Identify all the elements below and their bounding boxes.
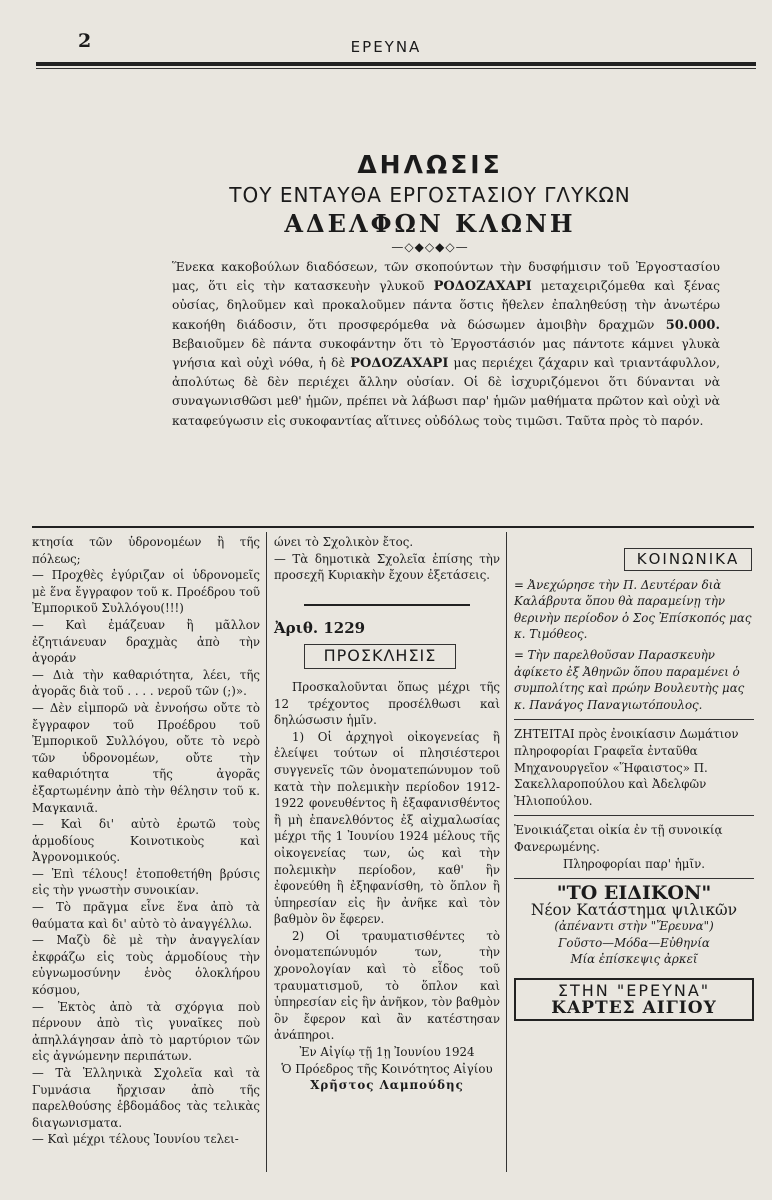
cards-ad-line-1: ΣΤΗΝ "ΕΡΕΥΝΑ" bbox=[557, 981, 711, 1001]
cards-ad-line-2: ΚΑΡΤΕΣ ΑΙΓΙΟΥ bbox=[551, 997, 717, 1018]
school-note-2: — Τὰ δημοτικὰ Σχολεῖα ἐπίσης τὴν προσεχῆ Κυριακὴν ἔχουν ἐξετάσεις. bbox=[274, 551, 500, 583]
page-number: 2 bbox=[78, 30, 92, 52]
ad-body-text-4: μας περιέχει ζάχαριν καὶ τριαντάφυλλον, ἀπολύτως δὲ δὲν περιέχει ἄλλην οὐσίαν. Οἱ δὲ ἰσχυριζόμενοι ὅτι δύνανται νὰ συναγωνισθῶσι μεθ' ἡμῶν, πρέπει νὰ λάβωσι παρ' ἡμῶν μαθήματα πρῶτον καὶ οὐχὶ νὰ καταφεύγωσιν εἰς συκοφαντίας αἵτινες οὐδόλως τοὺς τιμῶσι. Ταῦτα πρὸς τὸ παρόν. bbox=[172, 356, 720, 428]
shop-ad-location: (ἀπέναντι στὴν "Ἔρευνα") bbox=[554, 919, 714, 934]
column-middle bbox=[274, 534, 500, 1094]
invitation-item-2: 2) Οἱ τραυματισθέντες τὸ ὀνοματεπώνυμόν των, τὴν χρονολογίαν καὶ τὸ εἶδος τοῦ τραυματισμοῦ, τὸ ὅπλον καὶ ὑπηρεσίαν εἰς ἣν ἀνῆκον, τὸν βαθμὸν ὃν ἔφερον καὶ ἂν κατέστησαν ἀνάπηροι. bbox=[274, 928, 500, 1043]
social-news-1: = Ἀνεχώρησε τὴν Π. Δευτέραν διὰ Καλάβρυτα ὅπου θὰ παραμείνῃ τὴν θερινὴν περίοδον ὁ Σος Ἐπίσκοπός μας κ. Τιμόθεος. bbox=[514, 577, 752, 642]
col1-paragraph: — Ἐκτὸς ἀπὸ τὰ σχόργια ποὺ πέρνουν ἀπὸ τὶς γυναῖκες ποὺ ἀπηλλάγησαν ἀπὸ τὸ μαρτύριον τῶν εἰς ἀγνώμενην περιπάτων. bbox=[32, 999, 260, 1064]
social-news-2: = Τὴν παρελθοῦσαν Παρασκευὴν ἀφίκετο ἐξ Ἀθηνῶν ὅπου παραμένει ὁ συμπολίτης καὶ πρώην Βουλευτὴς μας κ. Πανάγος Παναγιωτόπουλος. bbox=[514, 647, 745, 712]
rent-ad-info: Πληροφορίαι παρ' ἡμῖν. bbox=[562, 856, 706, 871]
ad-subtitle: ΤΟΥ ΕΝΤΑΥΘΑ ΕΡΓΟΣΤΑΣΙΟΥ ΓΛΥΚΩΝ bbox=[229, 183, 631, 207]
header-rule-thin bbox=[36, 68, 756, 69]
ad-body-text-3: Βεβαιοῦμεν δὲ πάντα συκοφάντην ὅτι τὸ Ἐργοστάσιόν μας πάντοτε κάμνει γλυκὰ γνήσια καὶ οὐχὶ νόθα, ἡ δὲ bbox=[172, 336, 720, 371]
col1-paragraph: — Δὲν εἰμπορῶ νὰ ἐννοήσω οὔτε τὸ ἔγγραφον τοῦ Προέδρου τοῦ Ἐμπορικοῦ Συλλόγου, οὔτε τὸ νερὸ τῶν ὑδρονομέων, οὔτε τὴν καθαριότητα τῆς ἀγορᾶς ἐξαρτωμένην ἀπὸ τὴν θέλησιν τοῦ κ. Μαγκανιᾶ. bbox=[32, 700, 260, 815]
col1-paragraph: — Τὸ πρᾶγμα εἶνε ἕνα ἀπὸ τὰ θαύματα καὶ δι' αὐτὸ τὸ ἀναγγέλλω. bbox=[32, 900, 260, 931]
social-section-title: ΚΟΙΝΩΝΙΚΑ bbox=[624, 548, 752, 571]
school-note: ώνει τὸ Σχολικὸν ἔτος. bbox=[274, 535, 414, 549]
col1-paragraph: — Ἐπὶ τέλους! ἐτοποθετήθη βρύσις εἰς τὴν γνωστὴν συνοικίαν. bbox=[32, 866, 260, 898]
col1-paragraph: — Προχθὲς ἐγύριζαν οἱ ὑδρονομεῖς μὲ ἕνα ἔγγραφον τοῦ κ. Προέδρου τοῦ Ἐμπορικοῦ Συλλόγου(!!!) bbox=[32, 568, 260, 616]
ad-body-text-2: μεταχειριζόμεθα καὶ ξένας οὐσίας, δηλοῦμεν καὶ προκαλοῦμεν πάντα ὅστις ἤθελεν ἐπαληθεύσῃ τὴν ἀνωτέρω κακοήθη διάδοσιν, ὅτι προσφερόμεθα νὰ δώσωμεν ἀμοιβὴν δραχμῶν bbox=[172, 279, 720, 332]
wanted-ad: ΖΗΤΕΙΤΑΙ πρὸς ἐνοικίασιν Δωμάτιον πληροφορίαι Γραφεῖα ἐνταῦθα Μηχανουργεῖον «Ἥφαιστος» Π. Σακελλαροπούλου καὶ Ἀδελφῶν Ἠλιοπούλου. bbox=[514, 727, 739, 808]
mid-rule bbox=[304, 604, 470, 606]
col1-paragraph: — Καὶ ἐμάζευαν ἢ μᾶλλον ἐζητιάνευαν δραχμὰς ἀπὸ τὴν ἀγοράν bbox=[32, 617, 260, 666]
shop-ad-call: Μία ἐπίσκεψις ἀρκεῖ bbox=[570, 952, 698, 967]
invitation-date: Ἐν Αἰγίῳ τῇ 1ῃ Ἰουνίου 1924 bbox=[299, 1045, 475, 1060]
col1-paragraph: — Καὶ δι' αὐτὸ ἐρωτῶ τοὺς ἁρμοδίους Κοινοτικοὺς καὶ Ἀγρονομικούς. bbox=[32, 817, 260, 865]
column-divider-2 bbox=[506, 532, 507, 1172]
col1-paragraph: — Μαζὺ δὲ μὲ τὴν ἀναγγελίαν ἐκφράζω εἰς τοὺς ἁρμοδίους τὴν εὐγνωμοσύνην ἑνὸς ὁλοκλήρου κόσμου, bbox=[32, 933, 260, 998]
ad-body bbox=[172, 258, 720, 431]
ad-company: ΑΔΕΛΦΩΝ ΚΛΩΝΗ bbox=[284, 209, 576, 238]
ad-amount: 50.000. bbox=[665, 317, 720, 333]
ad-title: ΔΗΛΩΣΙΣ bbox=[357, 150, 503, 179]
col1-paragraph: — Διὰ τὴν καθαριότητα, λέει, τῆς ἀγορᾶς διὰ τοῦ . . . . νεροῦ τῶν (;)». bbox=[32, 667, 260, 699]
rent-ad: Ἐνοικιάζεται οἰκία ἐν τῇ συνοικίᾳ Φανερωμένης. bbox=[514, 823, 723, 854]
col1-paragraph: — Τὰ Ἑλληνικὰ Σχολεῖα καὶ τὰ Γυμνάσια ἤρχισαν ἀπὸ τῆς παρελθούσης ἑβδομάδος τὰς τελικὰς διαγωνισματα. bbox=[32, 1066, 260, 1130]
ad-body-text-1: Ἕνεκα κακοβούλων διαδόσεων, τῶν σκοπούντων τὴν δυσφήμισιν τοῦ Ἐργοστασίου μας, ὅτι εἰς τὴν κατασκευὴν γλυκοῦ bbox=[172, 260, 720, 294]
declaration-ad bbox=[150, 150, 720, 431]
cards-ad-box bbox=[514, 978, 754, 1021]
invitation-signer: Ὁ Πρόεδρος τῆς Κοινότητος Αἰγίου bbox=[281, 1061, 493, 1076]
separator bbox=[514, 878, 754, 879]
invitation-signer-name: Χρῆστος Λαμπούδης bbox=[310, 1078, 464, 1093]
masthead: ΕΡΕΥΝΑ bbox=[350, 38, 422, 56]
header-rule bbox=[36, 62, 756, 66]
shop-ad-title: "ΤΟ ΕΙΔΙΚΟΝ" bbox=[556, 882, 712, 905]
article-number: Ἀριθ. 1229 bbox=[274, 618, 366, 637]
ad-brand-2: ΡΟΔΟΖΑΧΑΡΙ bbox=[350, 356, 449, 372]
shop-ad-subtitle: Νέον Κατάστημα ψιλικῶν bbox=[530, 900, 738, 919]
section-rule bbox=[32, 526, 754, 528]
column-divider-1 bbox=[266, 532, 267, 1172]
separator bbox=[514, 719, 754, 720]
col1-paragraph: κτησία τῶν ὑδρονομέων ἢ τῆς πόλεως; bbox=[32, 535, 260, 566]
shop-ad-tagline: Γοῦστο—Μόδα—Εὐθηνία bbox=[558, 935, 710, 950]
ornament-divider: —◇◆◇◆◇— bbox=[391, 240, 469, 254]
column-right bbox=[514, 534, 754, 1021]
invitation-title: ΠΡΟΣΚΛΗΣΙΣ bbox=[304, 644, 456, 669]
column-left bbox=[32, 534, 260, 1148]
ad-brand-1: ΡΟΔΟΖΑΧΑΡΙ bbox=[433, 279, 532, 295]
invitation-item-1: 1) Οἱ ἀρχηγοὶ οἰκογενείας ἢ ἐλείψει τούτων οἱ πλησιέστεροι συγγενεῖς τῶν ὀνοματεπώνυμον τοῦ κατὰ τὴν πολεμικὴν περίοδον 1912-1922 φονευθέντος ἢ ἐξαφανισθέντος ἢ μὴ ἐπανελθόντος ἐξ αἰχμαλωσίας μέχρι τῆς 1 Ἰουνίου 1924 μέλους τῆς οἰκογενείας των, ὡς καὶ τὴν πολεμικὴν περίοδον, καθ' ἣν ἐφονεύθη ἢ ἐξηφανίσθη, τὸ ὅπλον ἢ ὑπηρεσίαν εἰς ἣν ἀνῆκε καὶ τὸν βαθμὸν ὃν ἔφερεν. bbox=[274, 729, 500, 927]
col1-paragraph: — Καὶ μέχρι τέλους Ἰουνίου τελει- bbox=[32, 1132, 239, 1147]
invitation-intro: Προσκαλοῦνται ὅπως μέχρι τῆς 12 τρέχοντος προσέλθωσι καὶ δηλώσωσιν ἡμῖν. bbox=[274, 679, 500, 728]
separator bbox=[514, 815, 754, 816]
